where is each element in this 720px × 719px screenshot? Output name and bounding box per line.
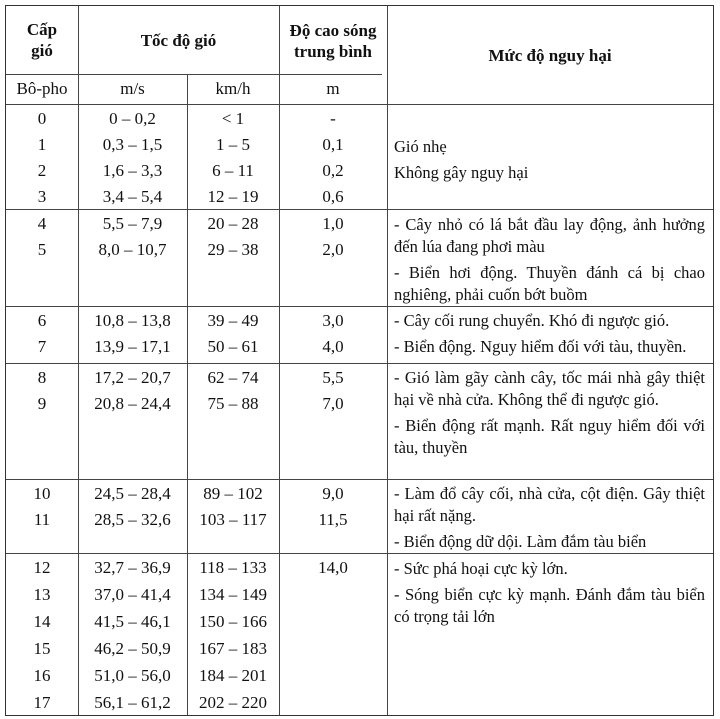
header-wind-speed: Tốc độ gió <box>140 30 217 50</box>
speed-ms: 46,2 – 50,9 <box>94 639 171 658</box>
danger-description: - Gió làm gãy cành cây, tốc mái nhà gây thiệt hại về nhà cửa. Không thể đi ngược gió. - Biển động rất mạnh. Rất nguy hiểm đối với tàu, thuyền <box>394 368 705 457</box>
danger-description: - Cây cối rung chuyển. Khó đi ngược gió. - Biển động. Nguy hiểm đối với tàu, thuyền. <box>394 311 687 356</box>
wave-height: 0,1 <box>322 135 344 154</box>
wave-height: 4,0 <box>322 337 344 356</box>
wave-height: 11,5 <box>318 510 348 529</box>
unit-beaufort: Bô-pho <box>16 79 68 98</box>
level: 14 <box>33 612 51 631</box>
level: 9 <box>37 394 47 413</box>
speed-ms: 17,2 – 20,7 <box>94 368 171 387</box>
wave-height: 7,0 <box>322 394 344 413</box>
level: 6 <box>37 311 47 330</box>
speed-ms: 24,5 – 28,4 <box>94 484 171 503</box>
wave-height: 9,0 <box>322 484 344 503</box>
beaufort-wind-scale-table <box>5 5 714 716</box>
speed-ms: 37,0 – 41,4 <box>94 585 171 604</box>
level: 10 <box>33 484 51 503</box>
level: 4 <box>37 214 47 233</box>
level: 8 <box>37 368 47 387</box>
danger-description: - Sức phá hoại cực kỳ lớn. - Sóng biển cực kỳ mạnh. Đánh đắm tàu biển có trọng tải lớn <box>394 559 705 626</box>
level: 11 <box>33 510 51 529</box>
danger-description: - Làm đổ cây cối, nhà cửa, cột điện. Gây thiệt hại rất nặng. - Biển động dữ dội. Làm đắm tàu biển <box>394 484 705 551</box>
wave-height: 14,0 <box>318 558 348 577</box>
danger-description: Gió nhẹ Không gây nguy hại <box>394 137 529 182</box>
speed-ms: 1,6 – 3,3 <box>102 161 163 180</box>
speed-kmh: 184 – 201 <box>199 666 267 685</box>
speed-kmh: 118 – 133 <box>199 558 267 577</box>
level: 1 <box>37 135 47 154</box>
level: 0 <box>37 109 47 128</box>
speed-kmh: 134 – 149 <box>199 585 267 604</box>
level: 5 <box>37 240 47 259</box>
speed-ms: 8,0 – 10,7 <box>98 240 167 259</box>
level: 2 <box>37 161 47 180</box>
speed-kmh: 202 – 220 <box>199 693 267 712</box>
level: 17 <box>33 693 51 712</box>
speed-ms: 28,5 – 32,6 <box>94 510 171 529</box>
speed-kmh: 89 – 102 <box>203 484 263 503</box>
speed-ms: 32,7 – 36,9 <box>94 558 171 577</box>
level: 3 <box>37 187 47 206</box>
header-wave-height: Độ cao sóng trung bình <box>289 21 377 61</box>
speed-ms: 41,5 – 46,1 <box>94 612 171 631</box>
level: 16 <box>33 666 51 685</box>
speed-kmh: 29 – 38 <box>207 240 259 259</box>
wave-height: 1,0 <box>322 214 344 233</box>
unit-kmh: km/h <box>215 79 251 98</box>
level: 12 <box>33 558 51 577</box>
speed-ms: 5,5 – 7,9 <box>102 214 163 233</box>
wave-height: 5,5 <box>322 368 344 387</box>
header-bottom <box>6 104 713 105</box>
speed-kmh: 20 – 28 <box>207 214 259 233</box>
speed-ms: 3,4 – 5,4 <box>102 187 163 206</box>
speed-ms: 13,9 – 17,1 <box>94 337 171 356</box>
speed-ms: 10,8 – 13,8 <box>94 311 171 330</box>
speed-kmh: < 1 <box>221 109 245 128</box>
level: 7 <box>37 337 47 356</box>
unit-ms: m/s <box>120 79 145 98</box>
unit-m: m <box>326 79 340 98</box>
speed-kmh: 39 – 49 <box>207 311 259 330</box>
speed-ms: 0,3 – 1,5 <box>102 135 163 154</box>
header-danger-level: Mức độ nguy hại <box>488 45 612 65</box>
speed-kmh: 103 – 117 <box>199 510 267 529</box>
speed-ms: 56,1 – 61,2 <box>94 693 171 712</box>
speed-ms: 51,0 – 56,0 <box>94 666 171 685</box>
wave-height: 0,2 <box>322 161 344 180</box>
level: 13 <box>33 585 51 604</box>
speed-kmh: 167 – 183 <box>199 639 267 658</box>
wave-height: - <box>330 109 336 128</box>
danger-description: - Cây nhỏ có lá bắt đầu lay động, ảnh hưởng đến lúa đang phơi màu - Biển hơi động. Thuyền đánh cá bị chao nghiêng, phải cuốn bớt buồm <box>394 215 705 304</box>
wave-height: 2,0 <box>322 240 344 259</box>
speed-kmh: 62 – 74 <box>207 368 259 387</box>
wave-height: 3,0 <box>322 311 344 330</box>
group-divider <box>6 479 713 480</box>
level: 15 <box>33 639 51 658</box>
speed-kmh: 6 – 11 <box>212 161 254 180</box>
speed-kmh: 50 – 61 <box>207 337 259 356</box>
wave-height: 0,6 <box>322 187 344 206</box>
col-divider <box>387 6 388 715</box>
speed-kmh: 75 – 88 <box>207 394 259 413</box>
speed-ms: 0 – 0,2 <box>109 109 156 128</box>
header-level: Cấp gió <box>26 20 58 60</box>
group-divider <box>6 363 713 364</box>
speed-kmh: 12 – 19 <box>207 187 259 206</box>
speed-ms: 20,8 – 24,4 <box>94 394 171 413</box>
speed-kmh: 150 – 166 <box>199 612 267 631</box>
speed-kmh: 1 – 5 <box>216 135 250 154</box>
